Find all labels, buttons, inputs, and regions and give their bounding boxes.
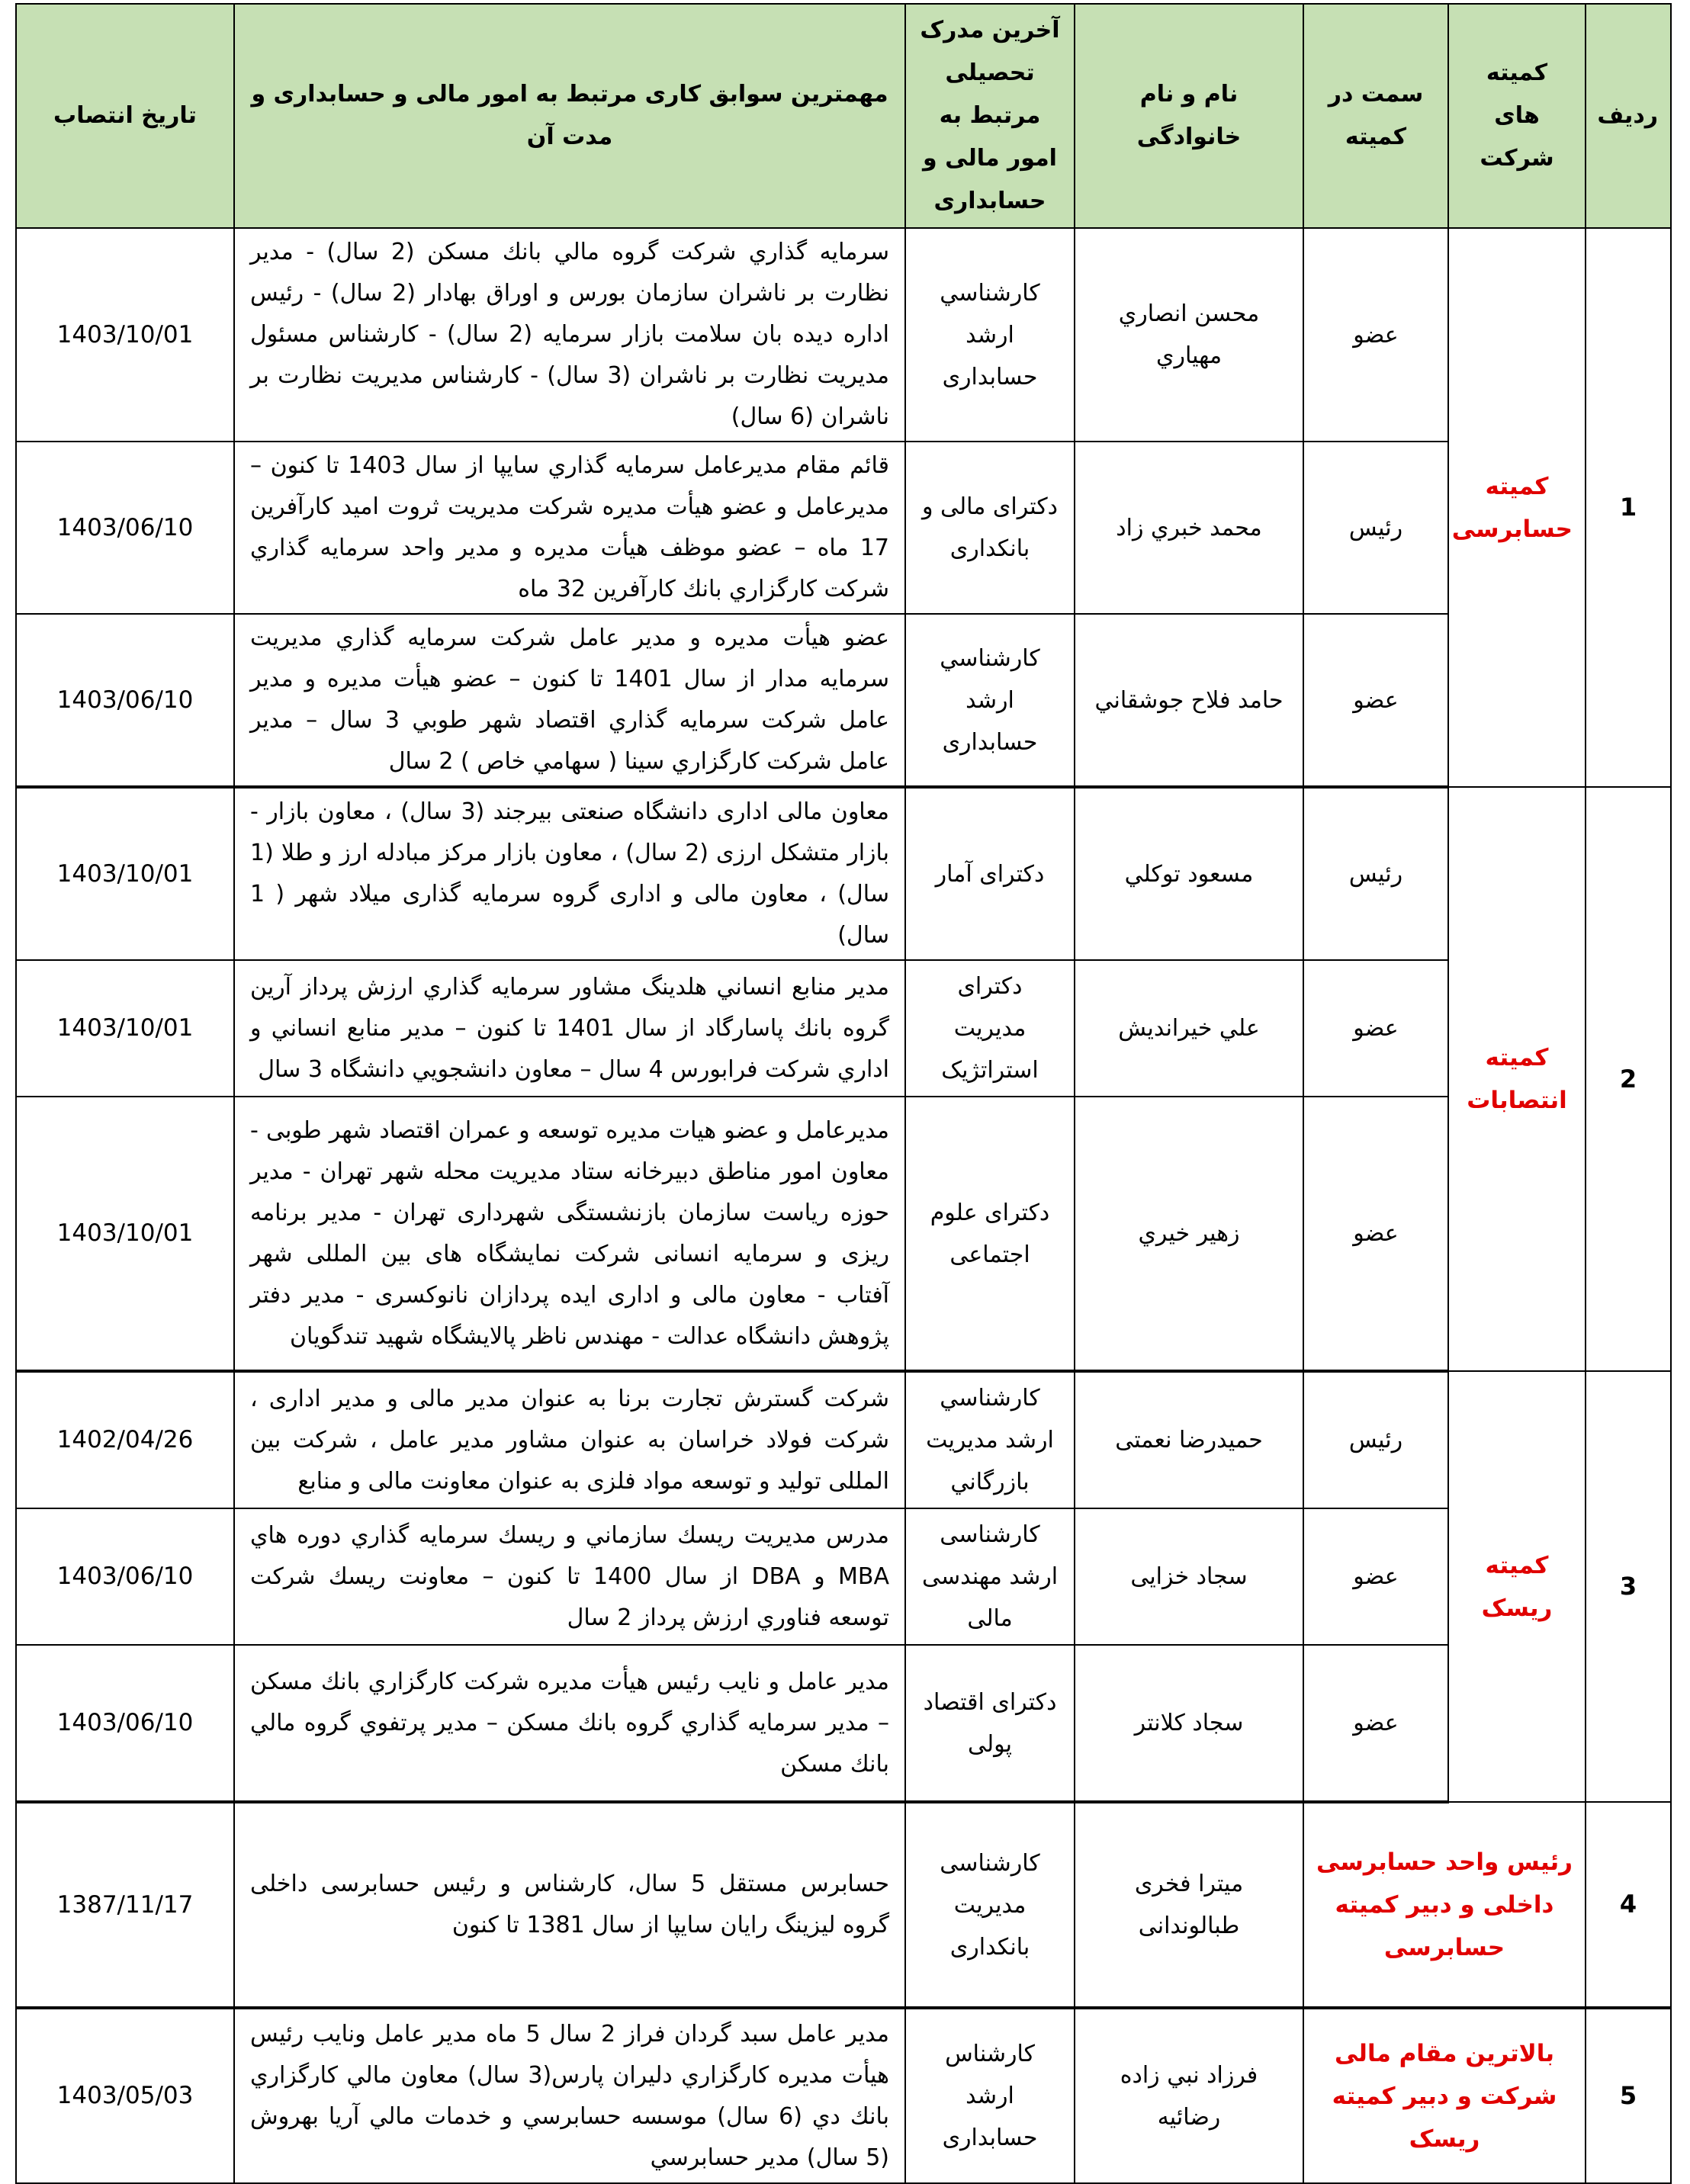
member-name: علي خيرانديش: [1075, 960, 1303, 1097]
header-degree: آخرین مدرک تحصیلی مرتبط به امور مالی و حسابداری: [905, 4, 1075, 228]
appointment-date: 1403/10/01: [16, 1097, 234, 1371]
member-experience: مدرس مديريت ريسك سازماني و ريسك سرمايه گذاري دوره هاي MBA و DBA از سال 1400 تا كنون – معاونت ريسك شركت توسعه فناوري ارزش پرداز 2 سال: [234, 1508, 905, 1645]
header-experience: مهمترین سوابق کاری مرتبط به امور مالی و حسابداری و مدت آن: [234, 4, 905, 228]
member-degree: دکترای علوم اجتماعی: [905, 1097, 1075, 1371]
member-name: حمیدرضا نعمتی: [1075, 1371, 1303, 1508]
appointments-sheet: [15, 3, 1670, 2184]
member-degree: دکترای آمار: [905, 787, 1075, 960]
member-experience: حسابرس مستقل 5 سال، کارشناس و رئیس حسابرسی داخلی گروه لیزینگ رایان سایپا از سال 1381 تا کنون: [234, 1802, 905, 2008]
member-name: مسعود توکلي: [1075, 787, 1303, 960]
appointment-date: 1403/06/10: [16, 442, 234, 614]
member-position: عضو: [1303, 1645, 1448, 1802]
header-name: نام و نام خانوادگی: [1075, 4, 1303, 228]
member-experience: مدیر عامل سبد گردان فراز 2 سال 5 ماه مدیر عامل ونایب رئیس هيأت مديره كارگزاري دليران پارس(3 سال) معاون مالي كارگزاري بانك دي (6 سال) موسسه حسابرسي و خدمات مالي آريا بهروش (5 سال) مدير حسابرسي: [234, 2008, 905, 2183]
table-row: [16, 787, 1671, 960]
row-number: 1: [1586, 228, 1671, 787]
table-row: [16, 1802, 1671, 2008]
appointment-date: 1387/11/17: [16, 1802, 234, 2008]
table-header: [16, 4, 1671, 228]
member-name: زهير خيري: [1075, 1097, 1303, 1371]
member-name: محسن انصاري مهياري: [1075, 228, 1303, 442]
table-row: [16, 2008, 1671, 2183]
member-degree: دکترای اقتصاد پولی: [905, 1645, 1075, 1802]
member-experience: مدير عامل و نايب رئيس هيأت مديره شركت كارگزاري بانك مسكن – مدير سرمايه گذاري گروه بانك مسكن – مدير پرتفوي گروه مالي بانك مسكن: [234, 1645, 905, 1802]
member-degree: کارشناس ارشد حسابداری: [905, 2008, 1075, 2183]
member-name: فرزاد نبي زاده رضائيه: [1075, 2008, 1303, 2183]
member-position: رئیس: [1303, 1371, 1448, 1508]
committee-name: کمیته حسابرسی: [1448, 228, 1586, 787]
header-row-no: ردیف: [1586, 4, 1671, 228]
member-position: رئیس: [1303, 442, 1448, 614]
member-experience: مدير منابع انساني هلدينگ مشاور سرمايه گذاري ارزش پرداز آرين گروه بانك پاسارگاد از سال 1401 تا كنون – مدير منابع انساني و اداري شركت فرابورس 4 سال – معاون دانشجويي دانشگاه 3 سال: [234, 960, 905, 1097]
table-row: [16, 1645, 1671, 1802]
table-row: [16, 228, 1671, 442]
table-row: [16, 1371, 1671, 1508]
header-date: تاریخ انتصاب: [16, 4, 234, 228]
appointment-date: 1403/05/03: [16, 2008, 234, 2183]
member-experience: مدیرعامل و عضو هیات مدیره توسعه و عمران اقتصاد شهر طوبی - معاون امور مناطق دبیرخانه ستاد مدیریت محله شهر تهران - مدیر حوزه ریاست سازمان بازنشستگی شهرداری تهران - مدیر برنامه ریزی و سرمایه انسانی شرکت نمایشگاه های بین المللی شهر آفتاب - معاون مالی و اداری ایده پردازان نانوکسری - مدیر دفتر پژوهش دانشگاه عدالت - مهندس ناظر پالایشگاه شهید تندگویان: [234, 1097, 905, 1371]
table-row: [16, 614, 1671, 787]
row-number: 2: [1586, 787, 1671, 1371]
appointment-date: 1402/04/26: [16, 1371, 234, 1508]
member-degree: دکترای مالی و بانکداری: [905, 442, 1075, 614]
member-position: عضو: [1303, 1508, 1448, 1645]
member-degree: کارشناسی مدیریت بانکداری: [905, 1802, 1075, 2008]
member-name: حامد فلاح جوشقاني: [1075, 614, 1303, 787]
member-experience: عضو هيأت مديره و مدير عامل شركت سرمايه گذاري مديريت سرمايه مدار از سال 1401 تا كنون – عضو هيأت مديره و مدير عامل شركت سرمايه گذاري اقتصاد شهر طوبي 3 سال – مدير عامل شركت كارگزاري سينا ( سهامي خاص ) 2 سال: [234, 614, 905, 787]
member-degree: کارشناسي ارشد حسابداری: [905, 614, 1075, 787]
table-row: [16, 1097, 1671, 1371]
appointment-date: 1403/10/01: [16, 228, 234, 442]
member-position: عضو: [1303, 960, 1448, 1097]
member-position: رئیس: [1303, 787, 1448, 960]
committee-name: رئیس واحد حسابرسی داخلی و دبیر کمیته حسابرسی: [1303, 1802, 1586, 2008]
member-experience: قائم مقام مديرعامل سرمايه گذاري سايپا از سال 1403 تا كنون – مديرعامل و عضو هيأت مديره شركت مديريت ثروت اميد كارآفرين 17 ماه – عضو موظف هيأت مديره و مدير واحد سرمايه گذاري شركت كارگزاري بانك كارآفرين 32 ماه: [234, 442, 905, 614]
member-degree: کارشناسي ارشد مدیریت بازرگاني: [905, 1371, 1075, 1508]
member-position: عضو: [1303, 1097, 1448, 1371]
row-number: 5: [1586, 2008, 1671, 2183]
header-committee: کمیته های شرکت: [1448, 4, 1586, 228]
table-row: [16, 960, 1671, 1097]
member-position: عضو: [1303, 228, 1448, 442]
member-name: میترا فخری طبالوندانی: [1075, 1802, 1303, 2008]
row-number: 3: [1586, 1371, 1671, 1802]
table-row: [16, 1508, 1671, 1645]
appointment-date: 1403/06/10: [16, 1645, 234, 1802]
member-name: سجاد کلانتر: [1075, 1645, 1303, 1802]
member-name: محمد خبري زاد: [1075, 442, 1303, 614]
appointment-date: 1403/10/01: [16, 787, 234, 960]
appointment-date: 1403/06/10: [16, 614, 234, 787]
table-row: [16, 442, 1671, 614]
member-experience: شرکت گسترش تجارت برنا به عنوان مدیر مالی و مدیر اداری ، شرکت فولاد خراسان به عنوان مشاور مدیر عامل ، شرکت بین المللی تولید و توسعه مواد فلزی به عنوان معاونت مالی و منابع: [234, 1371, 905, 1508]
appointment-date: 1403/06/10: [16, 1508, 234, 1645]
member-experience: سرمايه گذاري شركت گروه مالي بانك مسكن (2 سال) - مدیر نظارت بر ناشران سازمان بورس و اوراق بهادار (2 سال) - رئیس اداره دیده بان سلامت بازار سرمایه (2 سال) - کارشناس مسئول مدیریت نظارت بر ناشران (3 سال) - کارشناس مدیریت نظارت بر ناشران (6 سال): [234, 228, 905, 442]
member-position: عضو: [1303, 614, 1448, 787]
row-number: 4: [1586, 1802, 1671, 2008]
committee-members-table: [15, 3, 1672, 2184]
committee-name: کمیته انتصابات: [1448, 787, 1586, 1371]
member-degree: دکترای مدیریت استراتژیک: [905, 960, 1075, 1097]
appointment-date: 1403/10/01: [16, 960, 234, 1097]
committee-name: کمیته ریسک: [1448, 1371, 1586, 1802]
member-experience: معاون مالی اداری دانشگاه صنعتی بیرجند (3 سال) ، معاون بازار - بازار متشکل ارزی (2 سال) ، معاون بازار مرکز مبادله ارز و طلا (1 سال) ، معاون مالی و اداری گروه سرمایه گذاری میلاد شهر ( 1 سال): [234, 787, 905, 960]
member-degree: کارشناسي ارشد حسابداری: [905, 228, 1075, 442]
member-degree: کارشناسی ارشد مهندسی مالی: [905, 1508, 1075, 1645]
header-position: سمت در کمیته: [1303, 4, 1448, 228]
committee-name: بالاترین مقام مالی شرکت و دبیر کمیته ریسک: [1303, 2008, 1586, 2183]
member-name: سجاد خزایی: [1075, 1508, 1303, 1645]
